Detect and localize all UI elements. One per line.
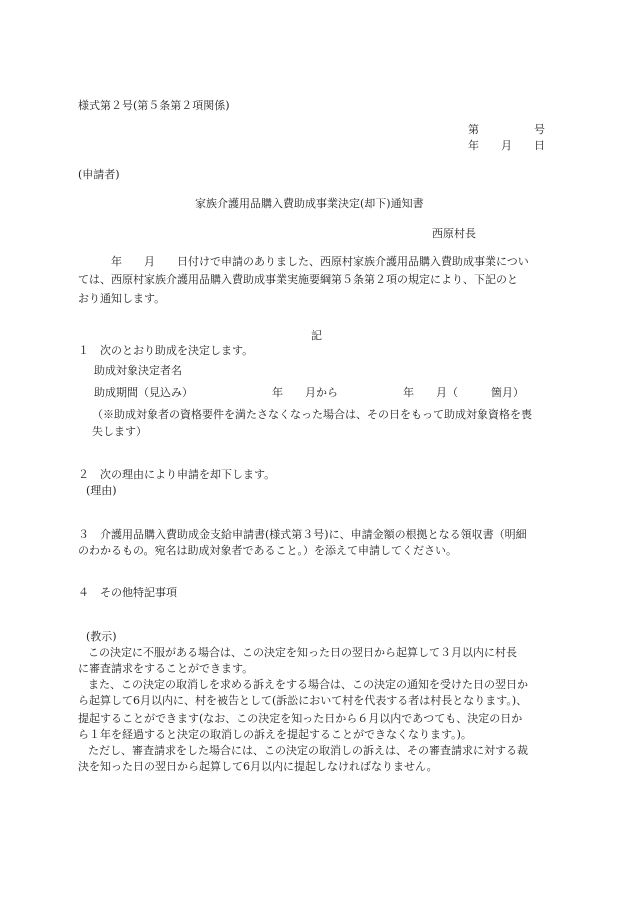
period-start: 年 月から — [272, 386, 338, 399]
issuer-name: 西原村長 — [432, 227, 476, 240]
intro-line: おり通知します。 — [78, 292, 166, 305]
recipient-name-label: 助成対象決定者名 — [94, 364, 182, 377]
item3-line: のわかるもの。宛名は助成対象者であること。）を添えて申請してください。 — [78, 544, 458, 557]
item4-heading: ４ その他特記事項 — [78, 586, 177, 599]
intro-line: 年 月 日付けで申請のありました、西原村家族介護用品購入費助成事業につい — [78, 255, 529, 268]
notice-line: ら起算して6月以内に、村を被告として(訴訟において村を代表する者は村長となります。)、 — [78, 694, 528, 707]
document-title: 家族介護用品購入費助成事業決定(却下)通知書 — [195, 197, 424, 210]
notice-heading: (教示) — [86, 630, 117, 643]
applicant-label: (申請者) — [78, 168, 120, 181]
notice-line: 決を知った日の翌日から起算して6月以内に提起しなければなりません。 — [78, 760, 438, 773]
notice-line: ら１年を経過すると決定の取消しの訴えを提起することができなくなります。)。 — [78, 728, 472, 741]
item2-heading: ２ 次の理由により申請を却下します。 — [78, 468, 276, 481]
reason-label: (理由) — [86, 484, 117, 497]
item1-heading: １ 次のとおり助成を決定します。 — [78, 344, 254, 357]
intro-line: ては、西原村家族介護用品購入費助成事業実施要綱第５条第２項の規定により、下記のと — [78, 273, 518, 286]
notice-line: ただし、審査請求をした場合には、この決定の取消しの訴えは、その審査請求に対する裁 — [88, 744, 528, 757]
period-label: 助成期間（見込み） — [94, 386, 193, 399]
period-end: 年 月（ 箇月） — [403, 386, 524, 399]
notice-line: に審査請求をすることができます。 — [78, 662, 254, 675]
notice-line: 提起することができます(なお、この決定を知った日から６月以内であつても、決定の日か — [78, 712, 523, 725]
form-label: 様式第２号(第５条第２項関係) — [78, 99, 230, 112]
item3-line: ３ 介護用品購入費助成金支給申請書(様式第３号)に、申請金額の根拠となる領収書（明細 — [78, 528, 527, 541]
ki-label: 記 — [311, 329, 322, 342]
notice-line: この決定に不服がある場合は、この決定を知った日の翌日から起算して３月以内に村長 — [88, 646, 517, 659]
document-date: 年 月 日 — [468, 139, 545, 152]
notice-line: また、この決定の取消しを求める訴えをする場合は、この決定の通知を受けた日の翌日か — [88, 678, 528, 691]
item1-note-line: （※助成対象者の資格要件を満たさなくなった場合は、その日をもって助成対象資格を喪 — [92, 408, 532, 421]
document-number: 第 号 — [468, 123, 545, 136]
item1-note-line: 失します） — [92, 425, 147, 438]
